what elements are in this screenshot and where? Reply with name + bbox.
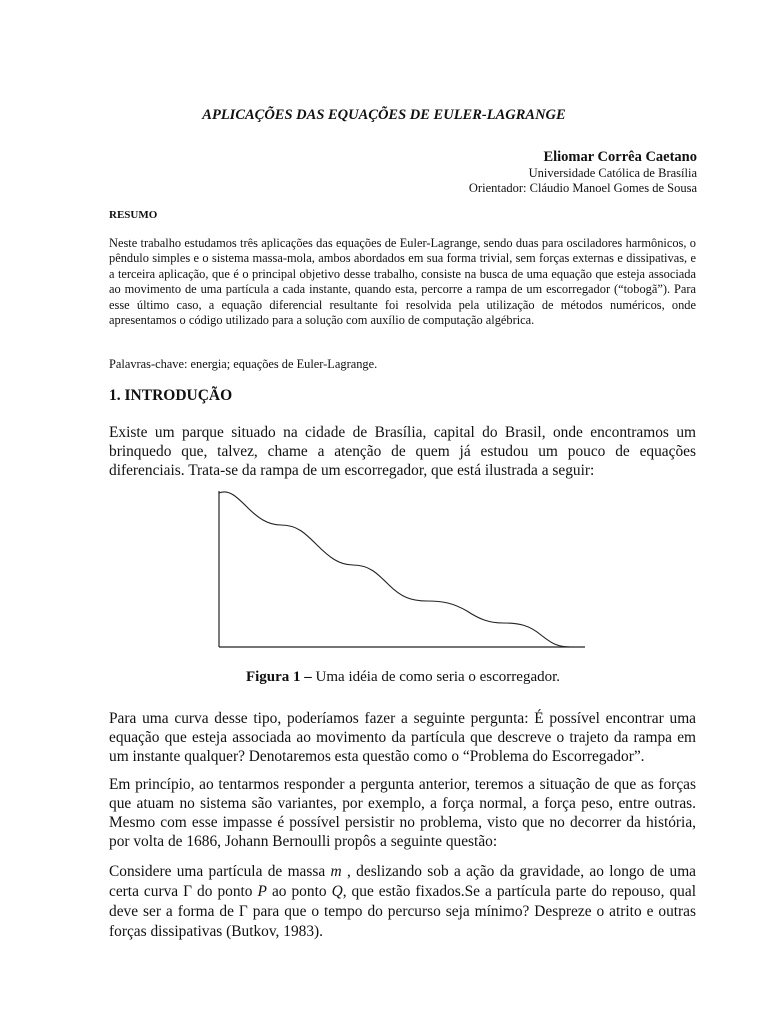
symbol-mass-m: m bbox=[330, 863, 342, 880]
intro-paragraph-3: Em princípio, ao tentarmos responder a pergunta anterior, teremos a situação de que as forças que atuam no sistema são variantes, por exemplo, a força normal, a força peso, entre outras. Mesmo com esse impasse é possível persistir no problema, visto que no decorrer da história, por volta de 1686, Johann Bernoulli propôs a seguinte questão: bbox=[109, 776, 696, 850]
p4-text-1: Considere uma partícula de massa bbox=[109, 863, 331, 880]
intro-paragraph-1: Existe um parque situado na cidade de Brasília, capital do Brasil, onde encontramos um brinquedo que, talvez, chame a atenção de quem já estudou um pouco de equações diferenciais. Trata-se da rampa de um escorregador, que está ilustrada a seguir: bbox=[109, 424, 696, 479]
section-heading-introducao: 1. INTRODUÇÃO bbox=[109, 387, 233, 404]
p4-text-3: do ponto bbox=[192, 883, 258, 900]
figure-caption bbox=[0, 669, 768, 686]
author-advisor: Orientador: Cláudio Manoel Gomes de Sousa bbox=[468, 181, 697, 195]
symbol-gamma: Γ bbox=[238, 903, 248, 920]
p4-text-6: para que o tempo do percurso seja mínimo? Despreze o atrito e outras forças dissipativas (Butkov, 1983). bbox=[109, 903, 696, 940]
intro-paragraph-4 bbox=[109, 862, 696, 942]
p4-text-2: , deslizando sob a ação da gravidade, ao longo de uma certa curva bbox=[109, 863, 696, 900]
author-block bbox=[469, 148, 697, 196]
paper-title: APLICAÇÕES DAS EQUAÇÕES DE EULER-LAGRANGE bbox=[202, 107, 566, 123]
keywords: Palavras-chave: energia; equações de Euler-Lagrange. bbox=[109, 357, 378, 371]
intro-paragraph-2: Para uma curva desse tipo, poderíamos fazer a seguinte pergunta: É possível encontrar uma equação que esteja associada ao movimento da partícula que descreve o trajeto da rampa em um instante qualquer? Denotaremos esta questão como o “Problema do Escorregador”. bbox=[109, 710, 696, 765]
p4-text-4: ao ponto bbox=[266, 883, 332, 900]
figure-caption-label: Figura 1 – bbox=[245, 669, 312, 685]
slide-ramp-figure bbox=[205, 485, 590, 655]
author-affiliation: Universidade Católica de Brasília bbox=[528, 166, 697, 180]
slide-curve bbox=[219, 492, 571, 647]
abstract-text: Neste trabalho estudamos três aplicações das equações de Euler-Lagrange, sendo duas para osciladores harmônicos, o pêndulo simples e o sistema massa-mola, ambos abordados em sua forma trivial, sem forças externas e dissipativas, e a terceira aplicação, que é o principal objetivo desse trabalho, consiste na busca de uma equação que esteja associada ao movimento de uma partícula a cada instante, quando esta, percorre a rampa de um escorregador (“tobogã”). Para esse último caso, a equação diferencial resultante foi resolvida pela utilização de métodos numéricos, onde apresentamos o código utilizado para a solução com auxílio de computação algébrica. bbox=[109, 236, 696, 328]
figure-caption-text: Uma idéia de como seria o escorregador. bbox=[311, 669, 561, 685]
symbol-point-q: Q bbox=[331, 883, 343, 900]
abstract-heading: RESUMO bbox=[109, 209, 158, 221]
p4-text-5: , que estão fixados.Se a partícula parte do repouso, qual deve ser a forma de bbox=[109, 883, 696, 920]
symbol-point-p: P bbox=[257, 883, 267, 900]
symbol-gamma: Γ bbox=[183, 883, 193, 900]
author-name: Eliomar Corrêa Caetano bbox=[543, 149, 697, 165]
